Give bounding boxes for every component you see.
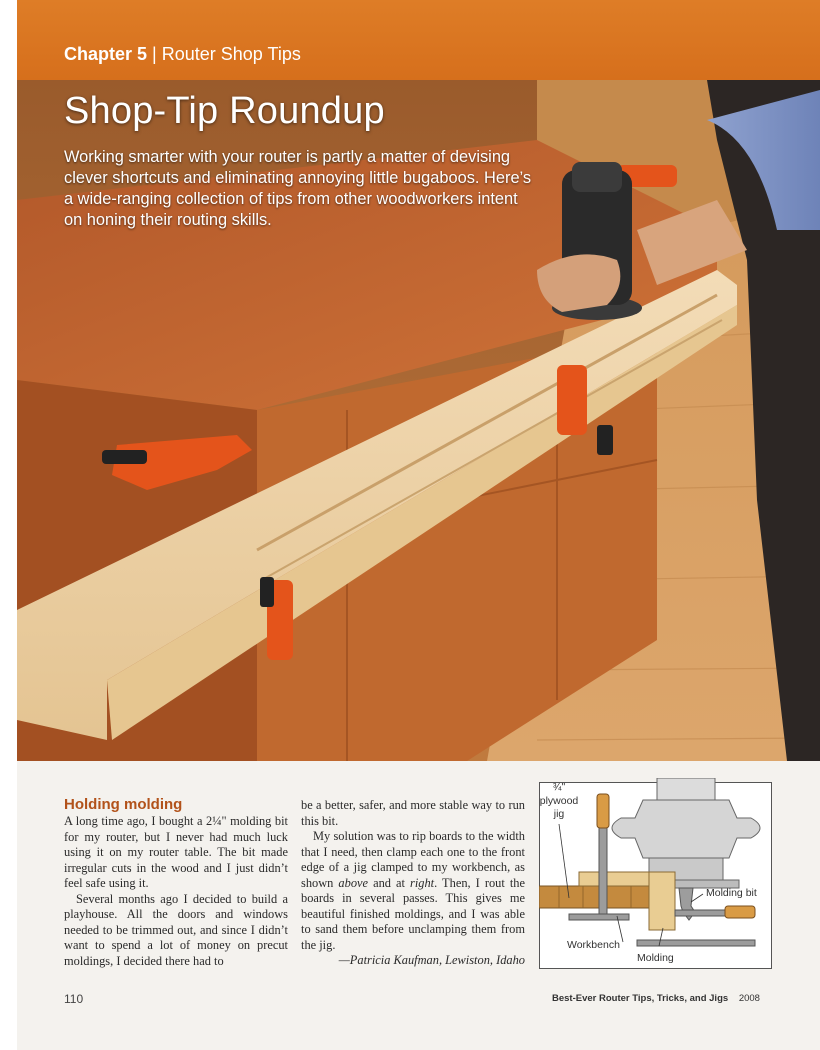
paragraph-text: My solution was to rip boards to the width that I need, then clamp each one to the front edge of a jig clamped to my workbench, as shown [301,829,525,890]
paragraph [301,829,525,953]
chapter-heading [64,44,301,65]
chapter-header-band [17,0,820,80]
article-column-2 [301,798,525,969]
footer-year: 2008 [738,993,760,1004]
diagram-label-molding: Molding [637,952,674,964]
molding-jig-diagram [539,778,773,970]
section-heading: Holding molding [64,796,183,813]
byline: —Patricia Kaufman, Lewiston, Idaho [338,953,525,967]
diagram-label-molding-bit: Molding bit [706,887,757,899]
paragraph: A long time ago, I bought a 2¼" molding bit for my router, but I never had much luck using it on my router table. The bit made irregular cuts in the wood and I just didn’t feel safe using it. [64,814,288,890]
emphasis-text: right [410,875,435,890]
diagram-label-plywood: plywood [539,795,579,807]
paragraph-text: and at [368,875,411,890]
running-footer [552,993,760,1004]
book-title: Best-Ever Router Tips, Tricks, and Jigs [552,993,729,1004]
page-number: 110 [64,992,84,1006]
article-column-1 [64,814,288,969]
paragraph: Several months ago I decided to build a playhouse. All the doors and windows needed to be trimmed out, and since I didn’t want to spend a lot of money on precut moldings, I decided there had to [64,891,288,968]
page-margin [0,0,17,1050]
chapter-title: Router Shop Tips [161,44,301,64]
hero-title: Shop-Tip Roundup [64,90,385,132]
chapter-label: Chapter 5 [64,44,148,64]
paragraph: be a better, safer, and more stable way to run this bit. [301,798,525,828]
diagram-label-workbench: Workbench [567,939,620,951]
hero-deck: Working smarter with your router is partly a matter of devising clever shortcuts and eliminating annoying little bugaboos. Here’s a wide-ranging collection of tips from other woodworkers intent on honing their routing skills. [64,148,532,229]
chapter-separator: | [152,44,157,64]
emphasis-text: above [338,875,369,890]
paragraph-text: . Then, I rout the boards in several passes. This gives me beautiful finished moldings, and I was able to sand them before unclamping them from the jig. [301,875,525,952]
diagram-label-plywood-size: ¾" [552,781,566,793]
diagram-label-jig: jig [553,808,565,820]
